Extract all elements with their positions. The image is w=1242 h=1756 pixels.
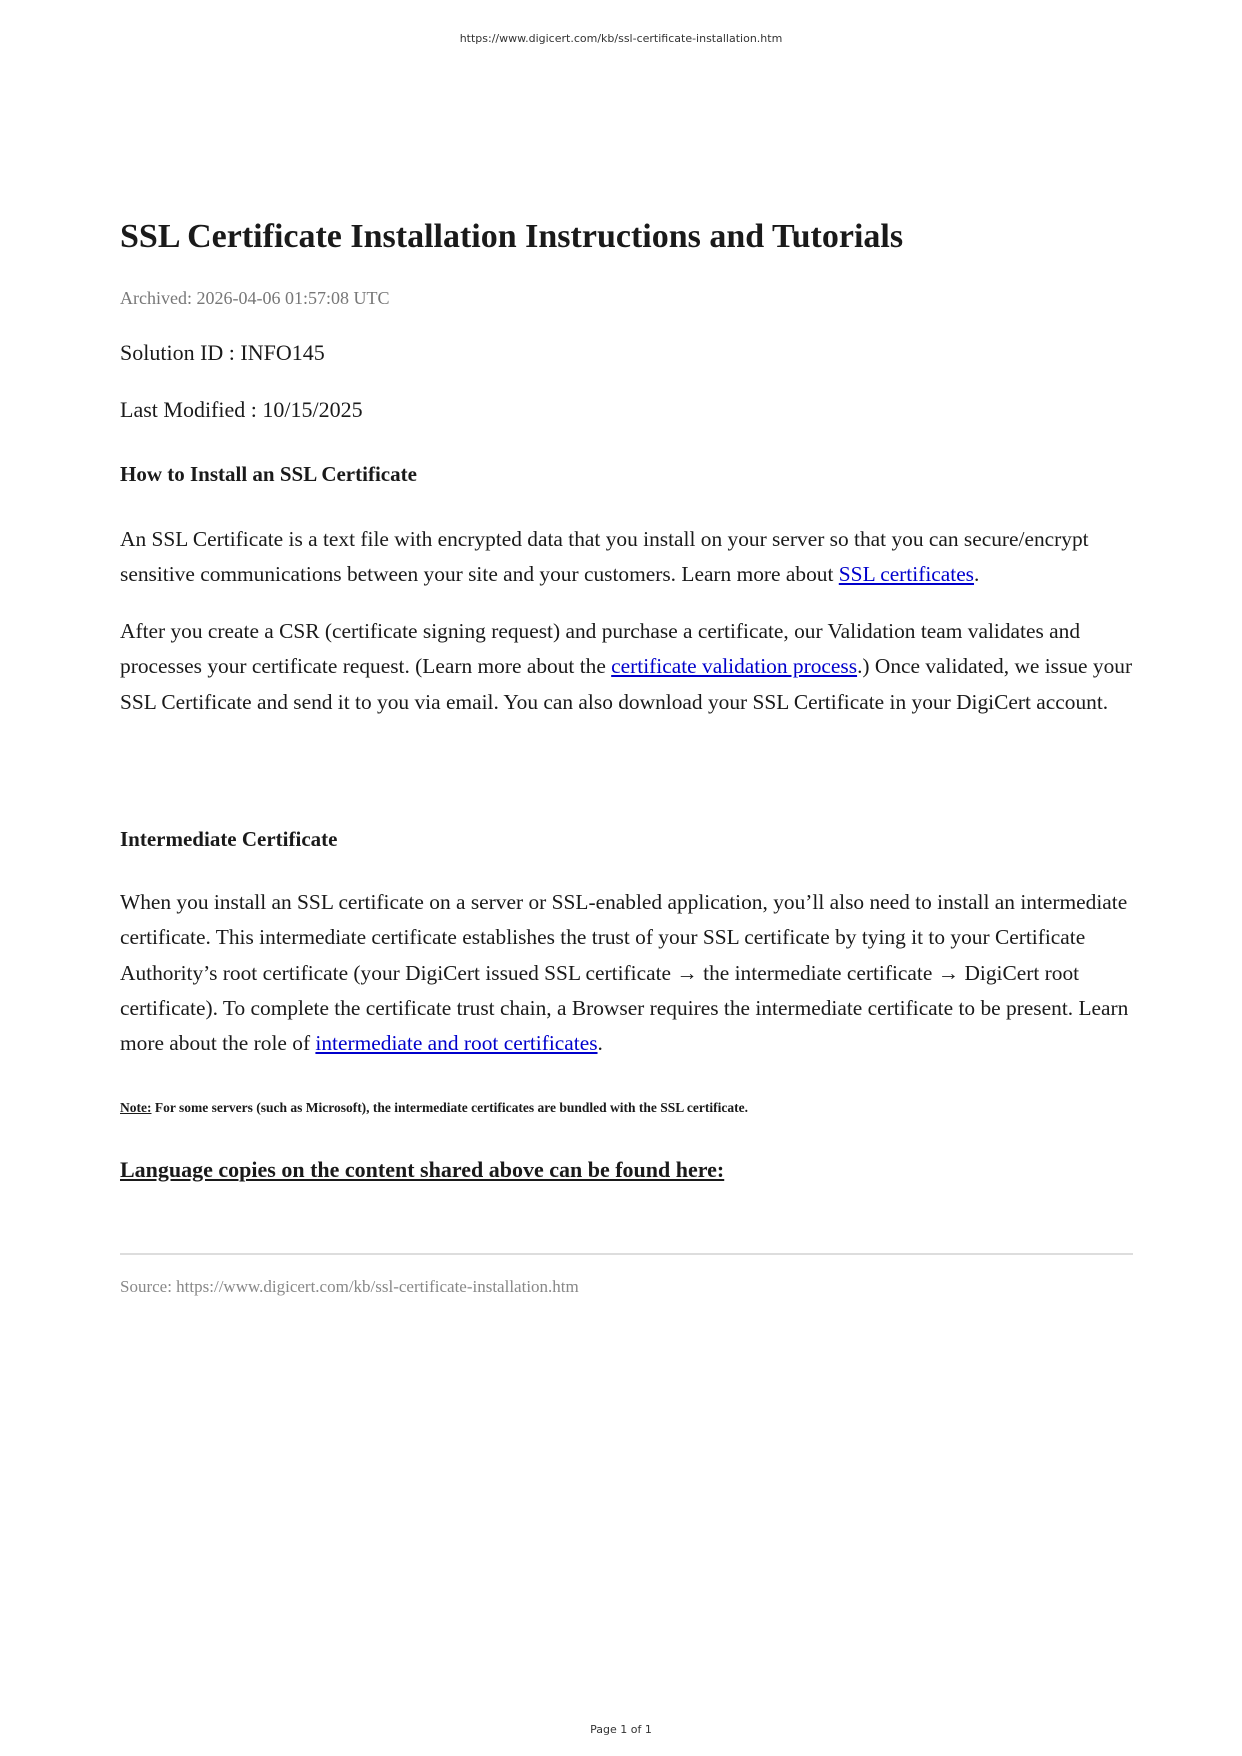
paragraph-text: .) Once validated, we issue your SSL Certificate and send it to you via email. You can also download your SSL Certificate in your DigiCert account. xyxy=(120,654,1133,714)
note-label: Note: xyxy=(120,1100,152,1115)
intermediate-root-link[interactable]: intermediate and root certificates xyxy=(315,1031,598,1056)
page-number: Page 1 of 1 xyxy=(590,1723,652,1736)
language-copies-heading: Language copies on the content shared above can be found here: xyxy=(120,1157,725,1182)
paragraph-text: After you create a CSR (certificate signing request) and purchase a certificate, our Validation team validates and processes your certificate request. (Learn more about the xyxy=(120,619,1081,679)
last-modified: Last Modified : 10/15/2025 xyxy=(120,397,363,422)
archived-timestamp: Archived: 2026-04-06 01:57:08 UTC xyxy=(120,288,390,308)
section-heading-install: How to Install an SSL Certificate xyxy=(120,462,417,486)
paragraph-intermediate xyxy=(120,885,1134,1061)
paragraph-validation xyxy=(120,614,1134,720)
page-header-url: https://www.digicert.com/kb/ssl-certificate-installation.htm xyxy=(459,32,783,45)
ssl-certificates-link[interactable]: SSL certificates xyxy=(838,562,975,587)
divider xyxy=(120,1253,1133,1255)
note-text: For some servers (such as Microsoft), the intermediate certificates are bundled with the SSL certificate. xyxy=(151,1100,748,1115)
paragraph-text: When you install an SSL certificate on a server or SSL-enabled application, you’ll also need to install an intermediate certificate. This intermediate certificate establishes the trust of your SSL certificate by tying it to your Certificate Authority’s root certificate (your DigiCert issued SSL certificate → the intermediate certificate → DigiCert root certificate). To complete the certificate trust chain, a Browser requires the intermediate certificate to be present. Learn more about the role of xyxy=(120,890,1129,1056)
note xyxy=(120,1100,1134,1116)
source-url: Source: https://www.digicert.com/kb/ssl-certificate-installation.htm xyxy=(120,1277,579,1296)
paragraph-install-intro xyxy=(120,522,1134,593)
certificate-validation-link[interactable]: certificate validation process xyxy=(611,654,858,679)
section-heading-intermediate: Intermediate Certificate xyxy=(120,827,338,851)
paragraph-text: . xyxy=(597,1031,603,1056)
page-title: SSL Certificate Installation Instructions and Tutorials xyxy=(120,218,904,255)
paragraph-text: . xyxy=(974,562,980,587)
solution-id: Solution ID : INFO145 xyxy=(120,340,325,365)
paragraph-text: An SSL Certificate is a text file with encrypted data that you install on your server so that you can secure/encrypt sensitive communications between your site and your customers. Learn more about xyxy=(120,527,1089,587)
